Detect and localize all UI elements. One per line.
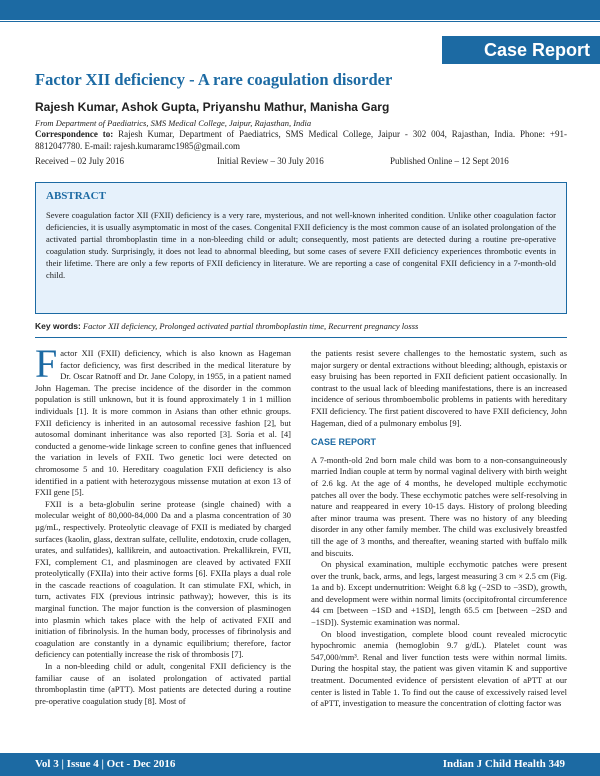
abstract-box (35, 182, 567, 314)
correspondence-label: Correspondence to: (35, 129, 114, 139)
case-report-heading: CASE REPORT (311, 437, 377, 448)
abstract-heading: ABSTRACT (46, 190, 106, 202)
abstract-text: Severe coagulation factor XII (FXII) deficiency is a very rare, mysterious, and not well-known inherited condition. Unlike other coagulation factor deficiencies, it is usually asymptomatic in most of the cases. Congenital FXII deficiency is the most common cause of an isolated prolongation of the activated partial thromboplastin time in a non-bleeding child or adult; consequently, most patients are detected during a routine pre-operative coagulation study. Surprisingly, it does not lead to abnormal bleeding, but some cases of severe FXII deficiency experiences thrombotic events in their lifetime. There are only a few reports of FXII deficiency in literature. We are reporting a case of congenital FXII deficiency in a 7-month-old child. (46, 210, 556, 280)
review-date: Initial Review – 30 July 2016 (217, 156, 324, 166)
header-bar (0, 0, 600, 20)
author-list: Rajesh Kumar, Ashok Gupta, Priyanshu Mathur, Manisha Garg (35, 100, 390, 114)
intro-paragraph-4: the patients resist severe challenges to the hemostatic system, such as major surgery or dental extractions without bleeding; although, epistaxis or easy bruising has been reported in FXII deficient patient occasionally. In contrast to the usual lack of bleeding manifestations, there is an increased incidence of serious thromboembolic problems in patients with hereditary FXII deficiency. The first patient discovered to have FXII deficiency, John Hageman, died of a pulmonary embolus [9]. (311, 348, 567, 428)
affiliation: From Department of Paediatrics, SMS Medical College, Jaipur, Rajasthan, India (35, 118, 312, 128)
journal-page: Indian J Child Health 349 (442, 758, 565, 770)
issue-info: Vol 3 | Issue 4 | Oct - Dec 2016 (35, 758, 176, 770)
section-divider (35, 337, 567, 338)
right-column (311, 348, 567, 710)
footer-bar (0, 754, 600, 776)
keywords (35, 321, 567, 331)
intro-paragraph-2: FXII is a beta-globulin serine protease (single chained) with a molecular weight of 80,000-84,000 Da and a plasma concentration of 30 µg/mL, respectively. Proteolytic cleavage of FXII is mediated by charged surfaces (kaolin, glass, dextran sulfate, cellulite, endotoxin, crude collagen, urates, and sulfatides), kallikrein, and autoactivation. Prekallikrein, FVII, FXI, complement C1, and plasminogen are cleaved by activated FXII proteolytically (FXIIa) into their active forms [6]. FXIIa plays a dual role in the cascade reactions of coagulation. It can stimulate FXI, which, in turn, activates FIX (previous intrinsic pathway); however, this is its marginal function. The major function is the conversion of plasminogen into plasmin which takes place with the help of activated FXII and initiation of fibrinolysis. In the human body, processes of fibrinolysis and coagulation are constantly in a dynamic equilibrium; therefore, factor deficiency can potentially increase the risk of thrombosis [7]. (35, 498, 291, 660)
case-paragraph-1: A 7-month-old 2nd born male child was born to a non-consanguineously married Indian couple at term by normal vaginal delivery with birth weight of 2.6 kg. At the age of 4 months, he developed multiple ecchymotic patches all over the body. These ecchymotic patches were self-resolving in nature and reappeared in every 10-15 days. History of prolong bleeding after minor trauma was present. There was no history of any bleeding disorder in any other family member. The child was exclusively breastfed till the age of 3 months, and thereafter, weaning started with buffalo milk and biscuits. (311, 454, 567, 558)
intro-paragraph-1 (35, 341, 291, 499)
received-date: Received – 02 July 2016 (35, 156, 124, 166)
intro-paragraph-3: In a non-bleeding child or adult, congenital FXII deficiency is the familiar cause of an isolated prolongation of activated partial thromboplastin time (aPTT). Most patients are detected during a routine pre-operative coagulation study [8]. Most of (35, 661, 291, 706)
correspondence (35, 128, 567, 152)
section-label: Case Report (442, 36, 600, 64)
dropcap: F (35, 341, 58, 386)
header-rule (0, 21, 600, 22)
case-paragraph-3: On blood investigation, complete blood count revealed microcytic hypochromic anemia (hemoglobin 9.7 g/dL). Platelet count was 547,000/mm³. Renal and liver function tests were within normal limits. During the hospital stay, the patient was given vitamin K and supportive treatment. Documented evidence of persistent elevation of aPTT at our center is listed in Table 1. To find out the cause of excessively raised level of aPTT, investigation to measure the concentration of clotting factor was (311, 628, 567, 709)
left-column (35, 341, 291, 707)
case-paragraph-2: On physical examination, multiple ecchymotic patches were present over the trunk, back, arms, and legs, largest measuring 3 cm × 2.5 cm (Fig. 1a and b). Except undernutrition: Weight 6.8 kg (−2SD to −3SD), growth, and development were within normal limits (occipitofrontal circumference 44 cm [between −1SD and +1SD], length 65.5 cm [between −2SD and −1SD]). Systemic examination was normal. (311, 559, 567, 628)
article-title: Factor XII deficiency - A rare coagulation disorder (35, 70, 393, 89)
keywords-text: Factor XII deficiency, Prolonged activated partial thromboplastin time, Recurrent pregnancy losss (80, 321, 419, 331)
correspondence-text: Rajesh Kumar, Department of Paediatrics, SMS Medical College, Jaipur - 302 004, Rajasthan, India. Phone: +91-8812047780. E-mail: rajesh.kumaramc1985@gmail.com (35, 129, 567, 151)
keywords-label: Key words: (35, 321, 81, 331)
intro-paragraph-1-text: actor XII (FXII) deficiency, which is also known as Hageman factor deficiency, was first described in the medical literature by Dr. Oscar Ratnoff and Dr. Jane Colopy, in 1955, in a patient named John Hageman. The precise incidence of the disorder in the common population is still unknown, but it is found approximately 1 in 1 million individuals [1]. It is more common in Asians than other ethnic groups. FXII deficiency is inherited in an autosomal recessive fashion [2], but autosomal dominant inheritance was also reported [3]. Soria et al. [4] conducted a genome-wide linkage screen to confine genes that influenced the variation in levels of FXII. Two genetic loci were detected on chromosome 5 and 10. Hereditary coagulation FXII deficiency is also identified in a patient with heterozygous missense mutation at exon 13 of FXII gene [5]. (35, 348, 291, 498)
published-date: Published Online – 12 Sept 2016 (390, 156, 509, 166)
